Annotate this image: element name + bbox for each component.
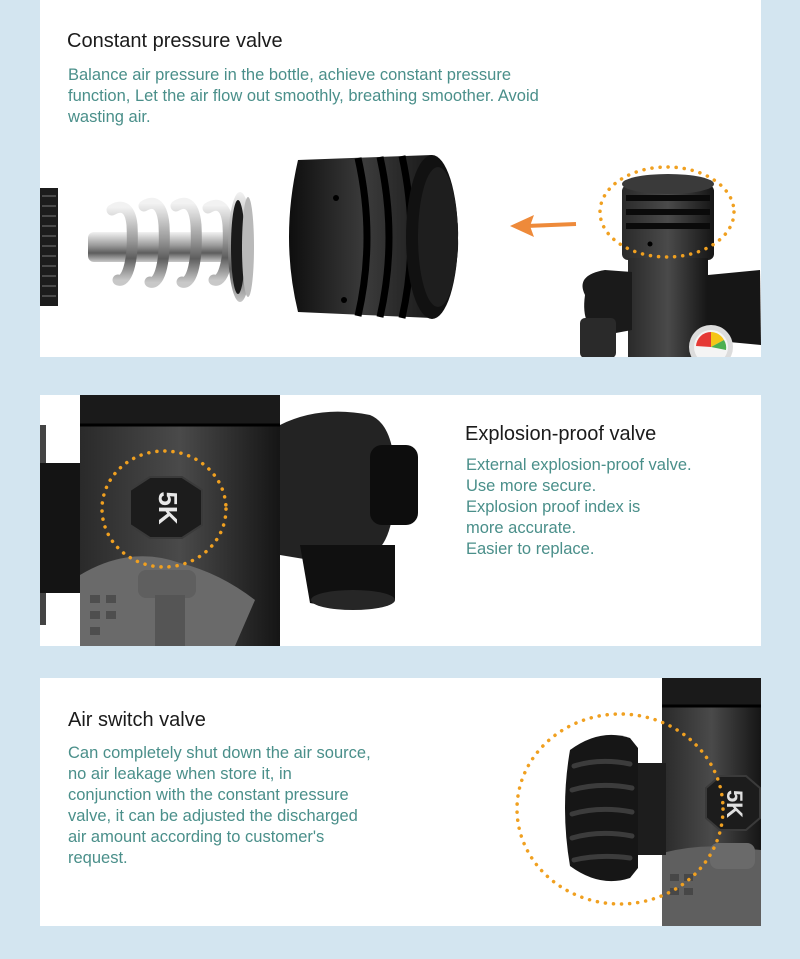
explosion-proof-valve-panel	[40, 395, 761, 646]
desc-line: function, Let the air flow out smoothly, breathing smoother. Avoid	[68, 87, 539, 105]
desc-line: air amount according to customer's	[68, 828, 325, 846]
desc-line: conjunction with the constant pressure	[68, 786, 349, 804]
assembled-regulator	[580, 174, 761, 357]
section-title: Air switch valve	[68, 709, 206, 731]
desc-line: more accurate.	[466, 519, 577, 537]
section-title: Constant pressure valve	[67, 30, 283, 52]
desc-line: wasting air.	[68, 108, 151, 126]
constant-pressure-valve-panel	[40, 0, 761, 357]
section-title: Explosion-proof valve	[465, 423, 657, 445]
pressure-cap	[289, 155, 458, 319]
bolt-label: 5K	[722, 789, 748, 819]
direction-arrow	[510, 215, 576, 237]
desc-line: Explosion proof index is	[466, 498, 641, 516]
spring-piston	[88, 192, 254, 302]
threaded-fitting	[40, 188, 58, 306]
desc-line: Can completely shut down the air source,	[68, 744, 371, 762]
desc-line: External explosion-proof valve.	[466, 456, 692, 474]
desc-line: Easier to replace.	[466, 540, 595, 558]
valve-parts-illustration	[40, 0, 761, 357]
desc-line: Balance air pressure in the bottle, achieve constant pressure	[68, 66, 512, 84]
section-description	[466, 455, 756, 560]
desc-line: valve, it can be adjusted the discharged	[68, 807, 358, 825]
air-switch-illustration	[40, 678, 761, 926]
bolt-label: 5K	[153, 491, 184, 525]
desc-line: no air leakage when store it, in	[68, 765, 292, 783]
air-switch-valve-panel	[40, 678, 761, 926]
desc-line: Use more secure.	[466, 477, 597, 495]
desc-line: request.	[68, 849, 128, 867]
